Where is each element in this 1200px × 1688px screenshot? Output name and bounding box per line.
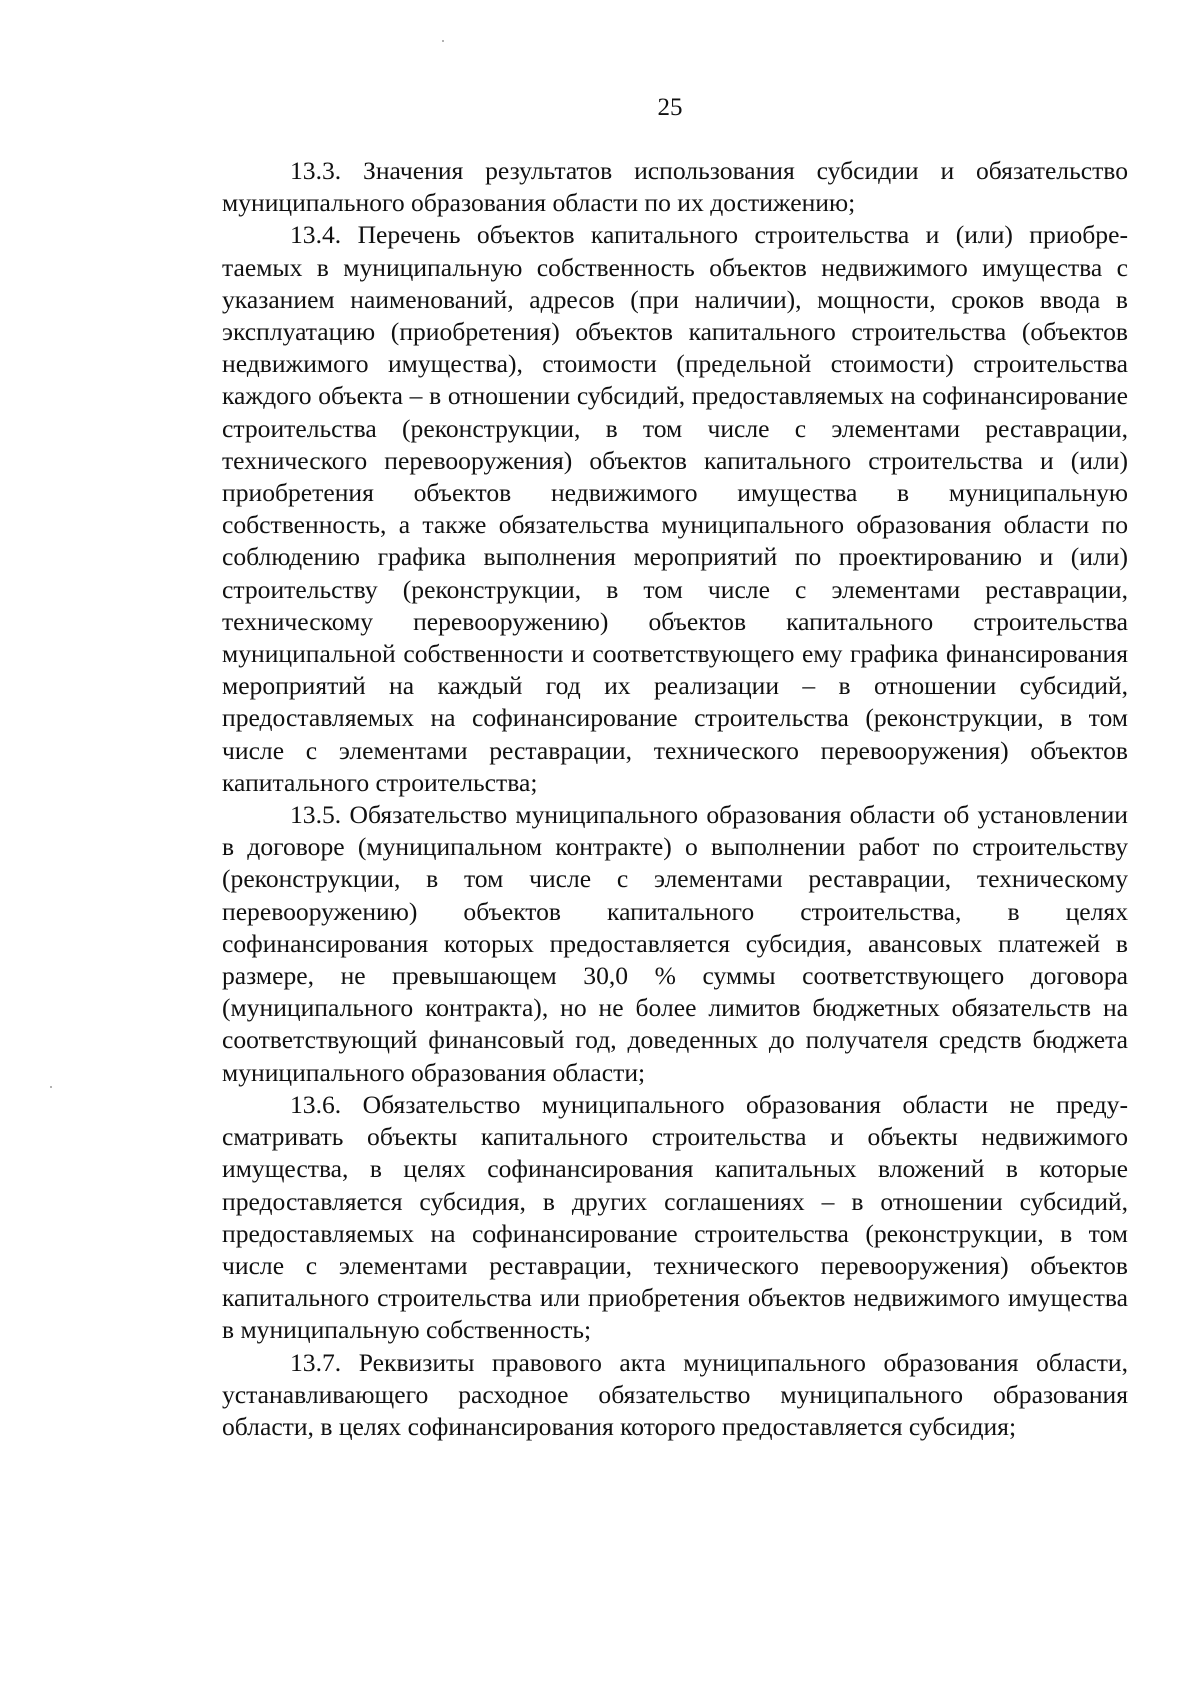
paragraph-13-7: 13.7. Реквизиты правового акта муниципального образования области, устанавливающего расходное обязательство муниципального образования области, в целях софинансирования которого предоставляется субсидия; <box>222 1347 1128 1441</box>
paragraph-13-3: 13.3. Значения результатов использования субсидии и обязательство муниципального образования области по их достижению; <box>222 156 1128 218</box>
scan-speck <box>442 40 444 42</box>
paragraph-13-6: 13.6. Обязательство муниципального образования области не предусматривать объекты капитального строительства и объекты недвижимого имущества, в целях софинансирования капитальных вложений в которые предоставляется субсидия, в других соглашениях – в отношении субсидий, предоставляемых на софинансирование строительства (реконструкции, в том числе с элементами реставрации, технического перевооружения) объектов капитального строительства или приобретения объектов недвижимого имущества в муниципальную собственность; <box>222 1089 1128 1345</box>
page-number: 25 <box>657 94 683 121</box>
document-body <box>222 155 1128 1443</box>
paragraph-13-4: 13.4. Перечень объектов капитального строительства и (или) приобретаемых в муниципальную собственность объектов недвижимого имущества с указанием наименований, адресов (при наличии), мощности, сроков ввода в эксплуатацию (приобретения) объектов капитального строительства (объектов недвижимого имущества), стоимости (предельной стоимости) строительства каждого объекта – в отношении субсидий, предоставляемых на софинансирование строительства (реконструкции, в том числе с элементами реставрации, технического перевооружения) объектов капитального строительства и (или) приобретения объектов недвижимого имущества в муниципальную собственность, а также обязательства муниципального образования области по соблюдению графика выполнения мероприятий по проектированию и (или) строительству (реконструкции, в том числе с элементами реставрации, техническому перевооружению) объектов капитального строительства муниципальной собственности и соответствующего ему графика финансирования мероприятий на каждый год их реализации – в отношении субсидий, предоставляемых на софинансирование строительства (реконструкции, в том числе с элементами реставрации, технического перевооружения) объектов капитального строительства; <box>222 220 1128 797</box>
paragraph-13-5: 13.5. Обязательство муниципального образования области об установлении в договоре (муниципальном контракте) о выполнении работ по строительству (реконструкции, в том числе с элементами реставрации, техническому перевооружению) объектов капитального строительства, в целях софинансирования которых предоставляется субсидия, авансовых платежей в размере, не превышающем 30,0 % суммы соответствующего договора (муниципального контракта), но не более лимитов бюджетных обязательств на соответствующий финансовый год, доведенных до получателя средств бюджета муниципального образования области; <box>222 800 1128 1087</box>
scan-speck <box>50 1086 52 1088</box>
